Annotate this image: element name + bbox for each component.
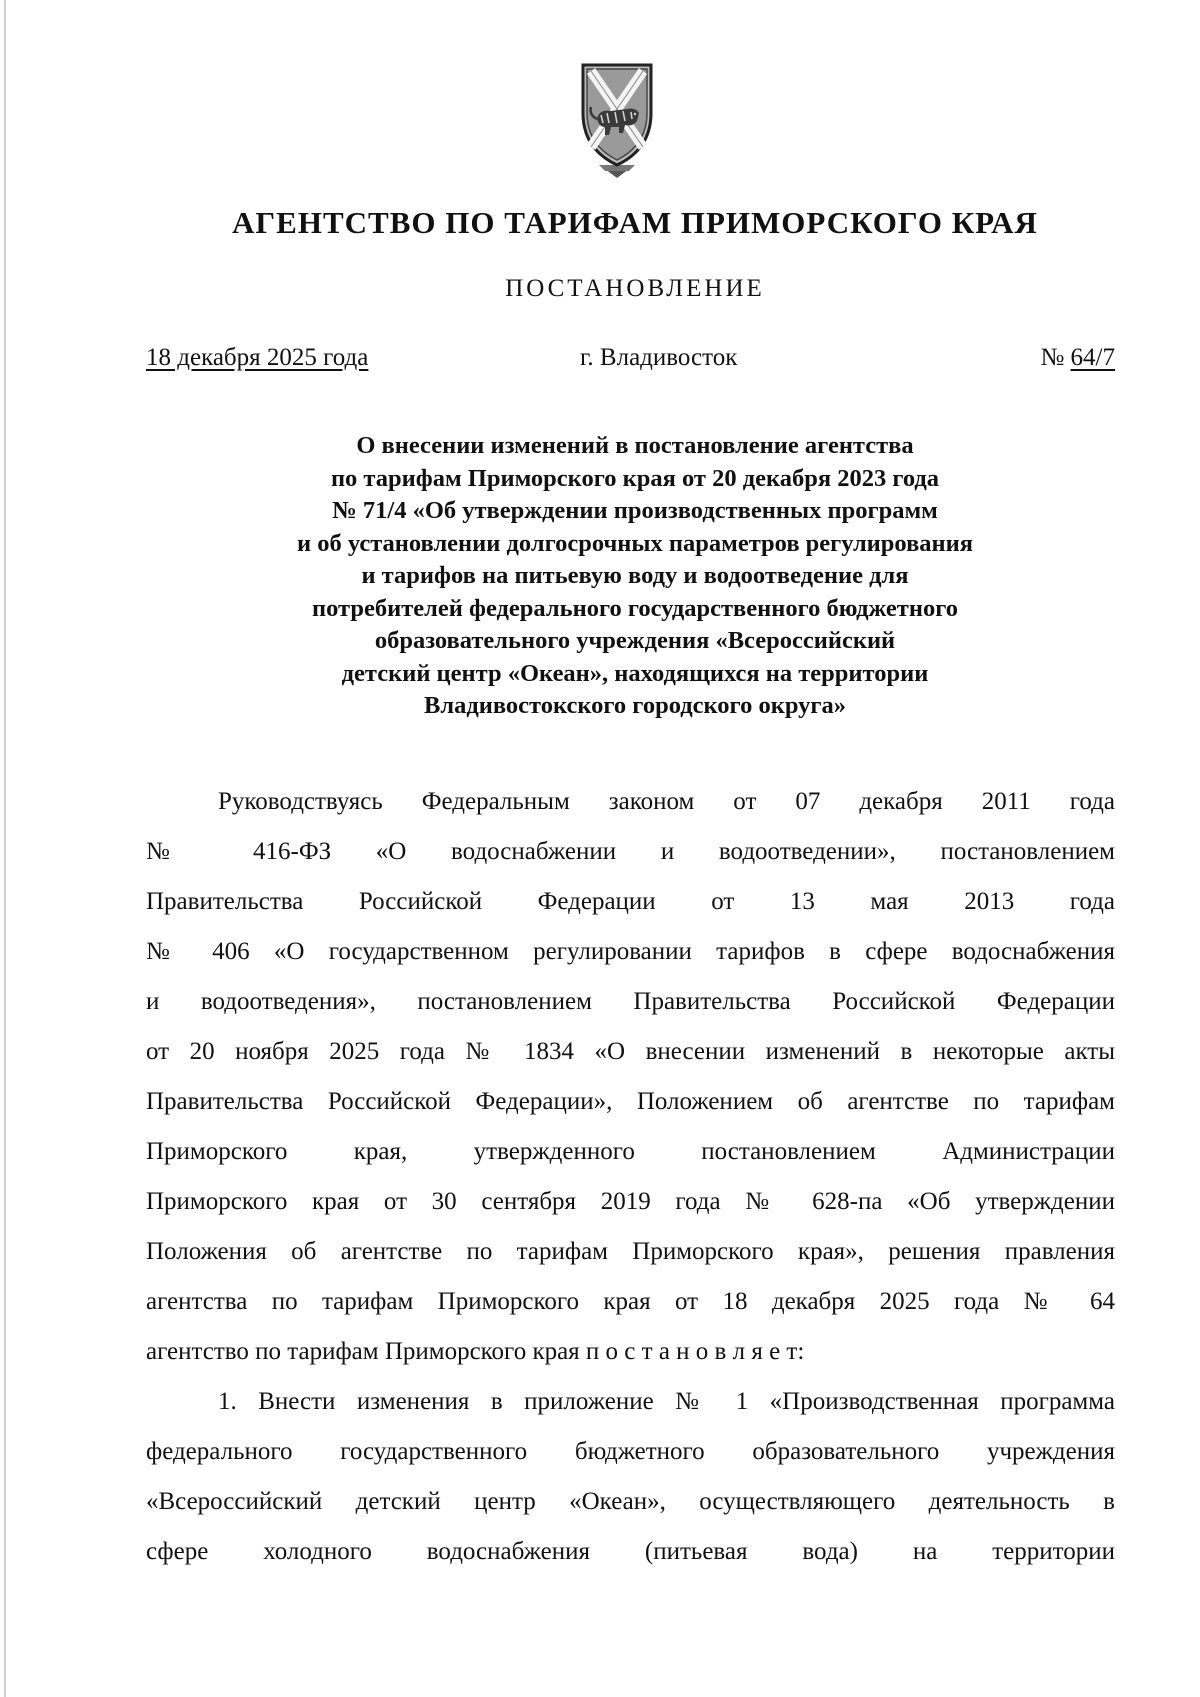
document-subject xyxy=(200,430,1070,723)
body-line: сфере холодного водоснабжения (питьевая вода) на территории xyxy=(146,1538,1115,1565)
subject-line: образовательного учреждения «Всероссийский xyxy=(374,627,896,654)
subject-line: № 71/4 «Об утверждении производственных программ xyxy=(332,497,938,524)
subject-line: потребителей федерального государственного бюджетного xyxy=(312,594,958,622)
body-line: агентство по тарифам Приморского края п о с т а н о в л я е т: xyxy=(146,1338,805,1365)
organization-title: АГЕНТСТВО ПО ТАРИФАМ ПРИМОРСКОГО КРАЯ xyxy=(232,205,1038,240)
preamble-paragraph xyxy=(146,784,1115,1384)
subject-line: О внесении изменений в постановление агентства xyxy=(356,432,914,459)
body-line: федерального государственного бюджетного образовательного учреждения xyxy=(146,1438,1115,1465)
subject-line: и об установлении долгосрочных параметров регулирования xyxy=(296,529,974,557)
page-edge xyxy=(4,0,6,1697)
body-line: № 416-ФЗ «О водоснабжении и водоотведении», постановлением xyxy=(146,838,1115,865)
document-number xyxy=(1040,343,1115,373)
body-line: Правительства Российской Федерации», Положением об агентстве по тарифам xyxy=(146,1088,1115,1115)
body-line: Положения об агентстве по тарифам Приморского края», решения правления xyxy=(146,1238,1115,1265)
coat-of-arms-icon xyxy=(577,57,657,179)
subject-line: и тарифов на питьевую воду и водоотведение для xyxy=(361,562,909,589)
document-city: г. Владивосток xyxy=(580,344,738,371)
body-line: «Всероссийский детский центр «Океан», осуществляющего деятельность в xyxy=(146,1488,1115,1515)
document-number-value: 64/7 xyxy=(1070,344,1115,371)
body-line: Приморского края от 30 сентября 2019 года № 628-па «Об утверждении xyxy=(146,1188,1115,1215)
subject-line: по тарифам Приморского края от 20 декабря 2023 года xyxy=(330,464,940,492)
document-number-prefix: № xyxy=(1040,344,1071,371)
item-1-paragraph xyxy=(146,1384,1115,1584)
body-line: Руководствуясь Федеральным законом от 07 декабря 2011 года xyxy=(218,788,1115,815)
body-line: Правительства Российской Федерации от 13 мая 2013 года xyxy=(146,888,1115,915)
subject-line: Владивостокского городского округа» xyxy=(424,692,846,719)
body-line: и водоотведения», постановлением Правительства Российской Федерации xyxy=(146,988,1115,1015)
document-date: 18 декабря 2025 года xyxy=(146,344,369,371)
body-line: № 406 «О государственном регулировании тарифов в сфере водоснабжения xyxy=(146,938,1115,965)
body-line: агентства по тарифам Приморского края от 18 декабря 2025 года № 64 xyxy=(146,1288,1115,1315)
body-line: 1. Внести изменения в приложение № 1 «Производственная программа xyxy=(218,1388,1115,1415)
document-type: ПОСТАНОВЛЕНИЕ xyxy=(505,275,765,302)
document-body xyxy=(146,784,1115,1584)
subject-line: детский центр «Океан», находящихся на территории xyxy=(341,659,929,687)
body-line: от 20 ноября 2025 года № 1834 «О внесении изменений в некоторые акты xyxy=(146,1038,1115,1065)
body-line: Приморского края, утвержденного постановлением Администрации xyxy=(146,1138,1115,1165)
